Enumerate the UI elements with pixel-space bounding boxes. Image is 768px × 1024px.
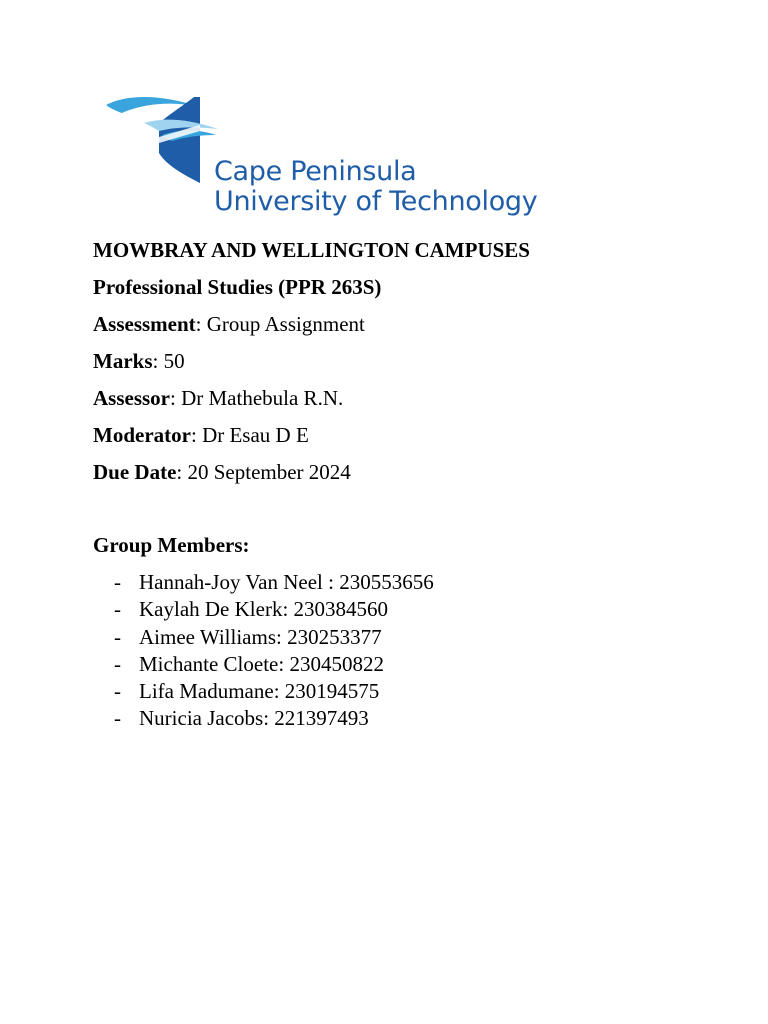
due-date-sep: :	[176, 460, 188, 484]
logo-emblem-icon	[104, 95, 224, 190]
marks-label: Marks	[93, 349, 153, 373]
list-item	[114, 678, 434, 705]
member-entry: Lifa Madumane: 230194575	[139, 679, 380, 704]
assessor-label: Assessor	[93, 386, 170, 410]
assessor-sep: :	[170, 386, 182, 410]
assessment-label: Assessment	[93, 312, 196, 336]
list-bullet: -	[114, 706, 121, 731]
due-date-value: 20 September 2024	[187, 460, 351, 484]
group-members-list	[114, 569, 434, 733]
moderator-label: Moderator	[93, 423, 191, 447]
list-item	[114, 651, 434, 678]
logo-line1: Cape Peninsula	[214, 156, 417, 187]
list-bullet: -	[114, 679, 121, 704]
assessment-sep: :	[195, 312, 207, 336]
campus-heading-text: MOWBRAY AND WELLINGTON CAMPUSES	[93, 238, 530, 262]
list-bullet: -	[114, 597, 121, 622]
list-item	[114, 596, 434, 623]
group-members-heading	[93, 532, 250, 558]
member-entry: Aimee Williams: 230253377	[139, 624, 382, 649]
logo-line2: University of Technology	[214, 186, 538, 217]
course-title	[93, 274, 381, 300]
moderator-value: Dr Esau D E	[202, 423, 309, 447]
list-bullet: -	[114, 570, 121, 594]
list-item	[114, 569, 434, 596]
list-item	[114, 624, 434, 651]
due-date-label: Due Date	[93, 460, 177, 484]
logo-text	[214, 157, 537, 217]
campus-heading	[93, 237, 530, 263]
moderator-sep: :	[190, 423, 203, 447]
marks-sep: :	[152, 349, 164, 373]
member-entry: Hannah-Joy Van Neel : 230553656	[139, 570, 434, 594]
list-item	[114, 705, 434, 732]
course-title-text: Professional Studies (PPR 263S)	[93, 275, 382, 299]
marks-value: 50	[163, 349, 185, 373]
assessor-value: Dr Mathebula R.N.	[181, 386, 344, 410]
member-entry: Kaylah De Klerk: 230384560	[139, 597, 389, 622]
list-bullet: -	[114, 624, 121, 649]
member-entry: Michante Cloete: 230450822	[139, 651, 384, 676]
member-entry: Nuricia Jacobs: 221397493	[139, 706, 369, 731]
assessor-line	[93, 385, 343, 411]
university-logo	[104, 95, 544, 225]
marks-line	[93, 348, 185, 374]
due-date-line	[93, 459, 351, 485]
assessment-value: Group Assignment	[206, 312, 365, 336]
group-members-heading-text: Group Members:	[93, 533, 250, 557]
assessment-line	[93, 311, 365, 337]
moderator-line	[93, 422, 309, 448]
list-bullet: -	[114, 651, 121, 676]
